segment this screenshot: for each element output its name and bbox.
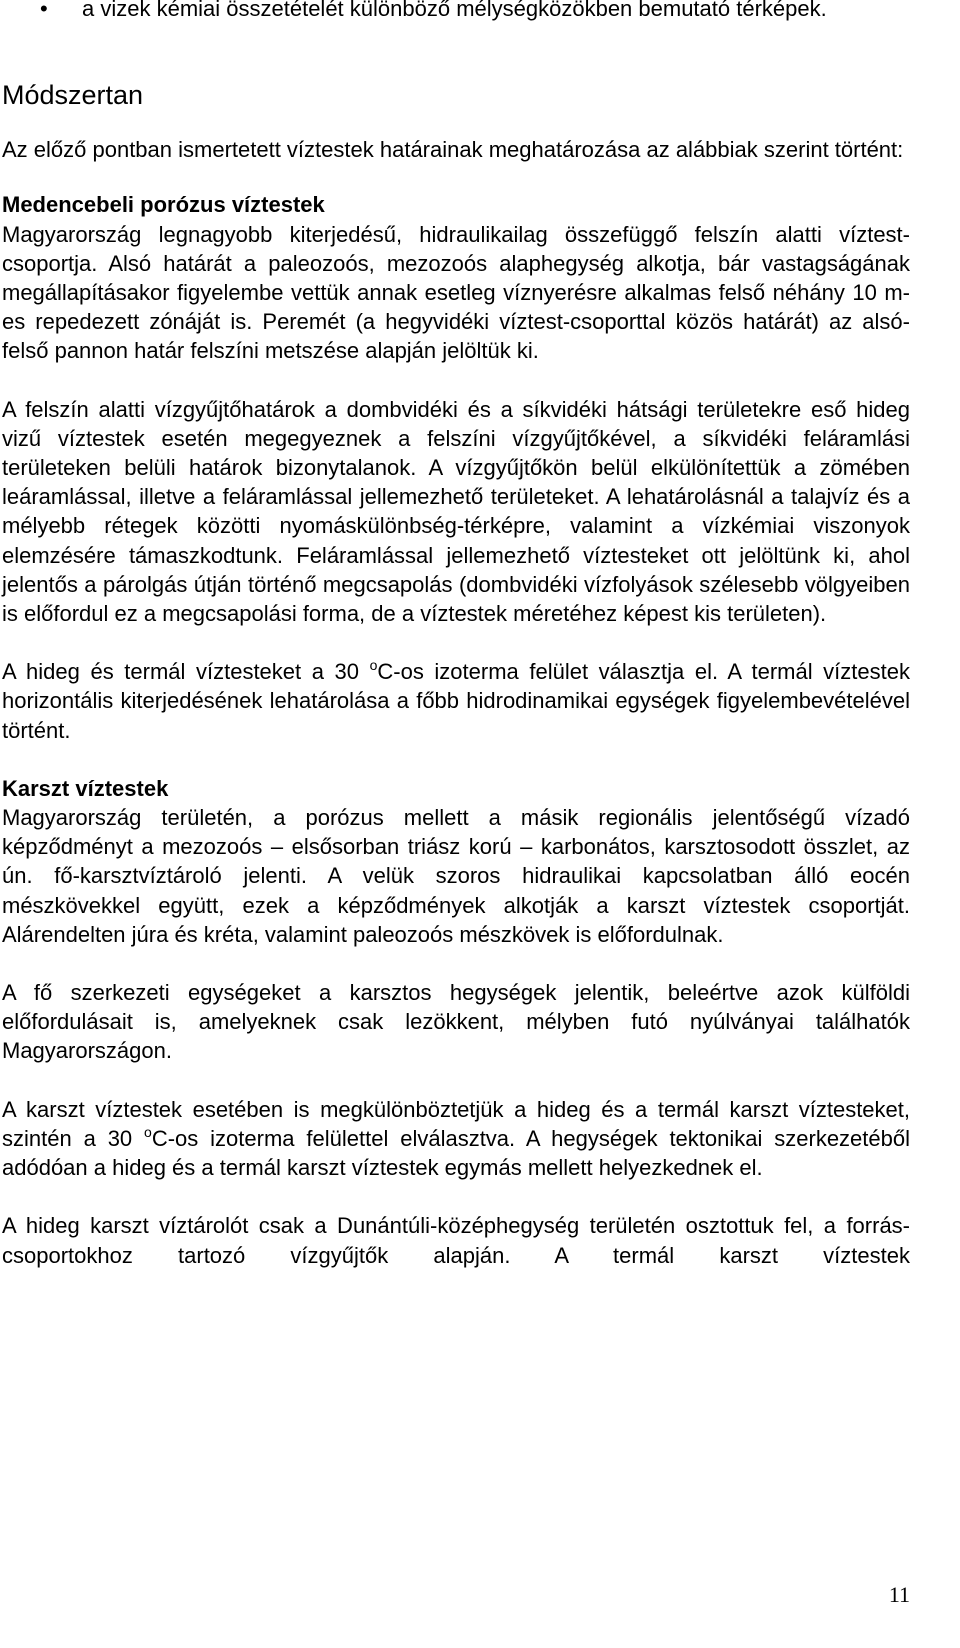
porous-p3-end: C-os izoterma felület választja el. A termál víztestek horizontális kiterjedésének lehatárolása a főbb hidrodinamikai egységek figyelembevételével történt. <box>2 659 910 743</box>
karst-heading: Karszt víztestek <box>2 775 169 801</box>
degree-superscript: o <box>369 657 378 674</box>
section-title: Módszertan <box>2 80 144 111</box>
bullet-marker: • <box>40 0 48 21</box>
karst-paragraph-4: A hideg karszt víztárolót csak a Dunántúli-középhegység területén osztottuk fel, a forrás-csoportokhoz tartozó vízgyűjtők alapján. A termál karszt víztestek <box>2 1213 910 1268</box>
karst-paragraph-1: Magyarország területén, a porózus mellett a másik regionális jelentőségű vízadó képződményt a mezozoós – elsősorban triász korú – karbonátos, karsztosodott összlet, az ún. fő-karsztvíztároló jelenti. A velük szoros hidraulikai kapcsolatban álló eocén mészkövekkel együtt, ezek a képződmények alkotják a karszt víztestek csoportját. Alárendelten júra és kréta, valamint paleozoós mészkövek is előfordulnak. <box>2 805 910 947</box>
bullet-item <box>2 0 910 23</box>
karst-paragraph-3 <box>2 1095 910 1183</box>
porous-paragraph-3 <box>2 657 910 745</box>
degree-superscript: o <box>144 1123 152 1140</box>
bullet-text: a vizek kémiai összetételét különböző mélységközökben bemutató térképek. <box>82 0 827 21</box>
intro-paragraph: Az előző pontban ismertetett víztestek határainak meghatározása az alábbiak szerint történt: <box>2 137 904 163</box>
porous-paragraph-2: A felszín alatti vízgyűjtőhatárok a dombvidéki és a síkvidéki hátsági területekre eső hideg vizű víztestek esetén megegyeznek a felszíni vízgyűjtőkével, a síkvidéki feláramlási területeken belüli határok bizonytalanok. A vízgyűjtőkön belül elkülönítettük a zömében leáramlással, illetve a feláramlással jellemezhető területeket. A lehatárolásnál a talajvíz és a mélyebb rétegek közötti nyomáskülönbség-térképre, valamint a vízkémiai viszonyok elemzésére támaszkodtunk. Feláramlással jellemezhető víztesteket ott jelöltünk ki, ahol jelentős a párolgás útján történő megcsapolás (dombvidéki vízfolyások szélesebb völgyeiben is előfordul ez a megcsapolási forma, de a víztestek méretéhez képest kis területen). <box>2 396 910 627</box>
porous-p3-start: A hideg és termál víztesteket a 30 <box>2 659 370 685</box>
document-page <box>2 0 910 1270</box>
karst-paragraph-2: A fő szerkezeti egységeket a karsztos hegységek jelentik, beleértve azok külföldi előfordulásait is, amelyeknek csak lezökkent, mélyben futó nyúlványai találhatók Magyarországon. <box>2 980 910 1064</box>
page-number: 11 <box>888 1582 910 1607</box>
porous-paragraph-1: Magyarország legnagyobb kiterjedésű, hidraulikailag összefüggő felszín alatti víztest-csoportja. Alsó határát a paleozoós, mezozoós alaphegység alkotja, bár vastagságának megállapításakor figyelembe vettük annak esetleg víznyerésre alkalmas felső néhány 10 m-es repedezett zónáját is. Peremét (a hegyvidéki víztest-csoporttal közös határát) az alsó-felső pannon határ felszíni metszése alapján jelöltük ki. <box>2 221 910 364</box>
karst-p3-end: C-os izoterma felülettel elválasztva. A hegységek tektonikai szerkezetéből adódóan a hideg és a termál karszt víztestek egymás mellett helyezkednek el. <box>2 1125 910 1181</box>
karst-p3-start: A karszt víztestek esetében is megkülönböztetjük a hideg és a termál karszt víztesteket, szintén a 30 <box>2 1096 910 1151</box>
porous-heading: Medencebeli porózus víztestek <box>2 192 325 218</box>
